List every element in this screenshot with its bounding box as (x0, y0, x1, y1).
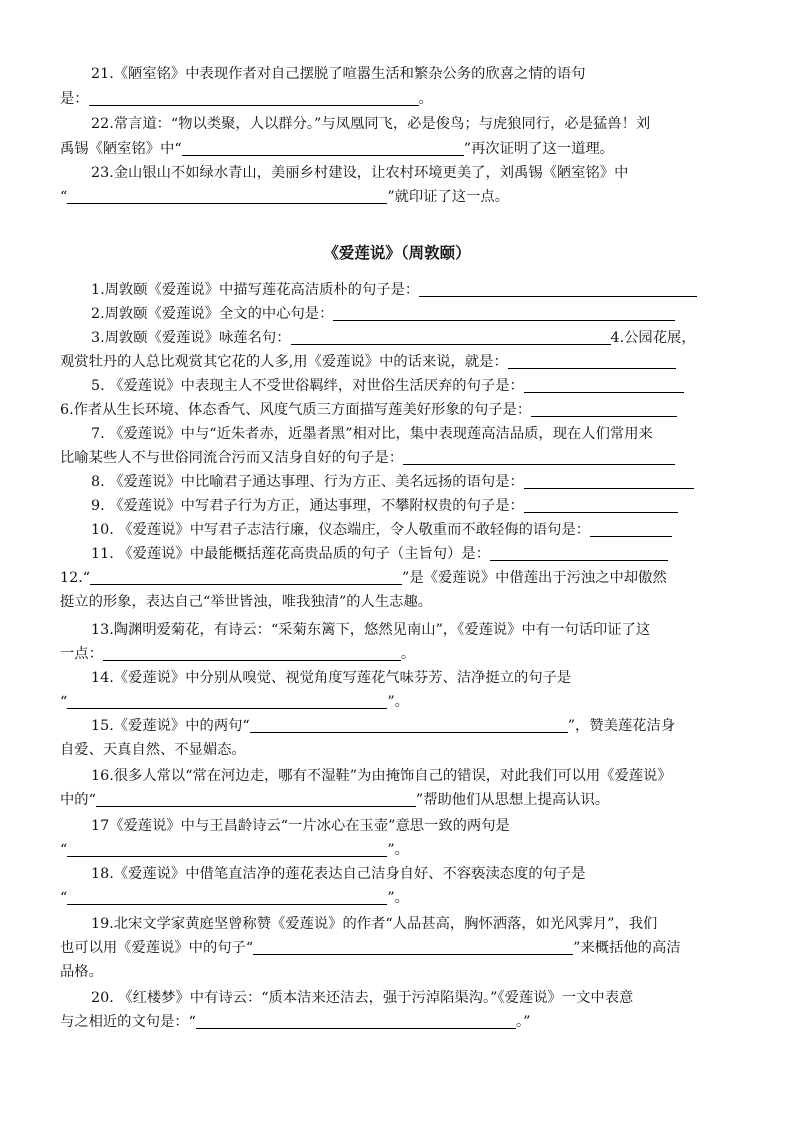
answer-blank[interactable] (96, 791, 416, 807)
question-20-cont: 与之相近的文句是：“ 。” (60, 1014, 531, 1030)
answer-blank[interactable] (196, 1013, 516, 1029)
answer-blank[interactable] (67, 188, 387, 204)
question-10: 10. 《爱莲说》中写君子志洁行廉，仪态端庄，令人敬重而不敢轻侮的语句是： (60, 518, 736, 542)
question-15-cont: 自爱、天真自然、不显媚态。 (60, 742, 246, 758)
answer-blank[interactable] (419, 281, 697, 297)
question-5: 5. 《爱莲说》中表现主人不受世俗羁绊，对世俗生活厌弃的句子是： (60, 374, 736, 398)
answer-blank[interactable] (253, 939, 573, 955)
question-9: 9. 《爱莲说》中写君子行为方正，通达事理，不攀附权贵的句子是： (60, 494, 736, 518)
question-15: 15.《爱莲说》中的两句“ ”，赞美莲花洁身 (91, 718, 676, 734)
answer-blank[interactable] (103, 645, 401, 661)
answer-blank[interactable] (182, 140, 464, 156)
section-title: 《爱莲说》（周敦颐） (323, 243, 471, 262)
question-12-cont: 挺立的形象，表达自己“举世皆浊，唯我独清”的人生志趣。 (60, 594, 433, 610)
answer-blank[interactable] (403, 449, 675, 465)
answer-blank[interactable] (524, 473, 694, 489)
question-7: 7. 《爱莲说》中与“近朱者赤，近墨者黑”相对比，集中表现莲高洁品质，现在人们常用来 (91, 426, 653, 442)
answer-blank[interactable] (291, 329, 611, 345)
question-6: 6.作者从生长环境、体态香气、风度气质三方面描写莲美好形象的句子是： (60, 398, 736, 422)
answer-blank[interactable] (89, 90, 419, 106)
question-23-answer: “ ”就印证了这一点。 (60, 189, 509, 205)
question-2: 2.周敦颐《爱莲说》全文的中心句是： (60, 302, 736, 326)
question-23: 23.金山银山不如绿水青山，美丽乡村建设，让农村环境更美了，刘禹锡《陋室铭》中 (91, 165, 629, 181)
question-12: 12.“ ”是《爱莲说》中借莲出于污浊之中却傲然 (60, 570, 667, 586)
question-22-answer: 禹锡《陋室铭》中“ ”再次证明了这一道理。 (60, 141, 614, 157)
answer-blank[interactable] (67, 889, 387, 905)
answer-blank[interactable] (490, 545, 668, 561)
question-4-cont: 观赏牡丹的人总比观赏其它花的人多,用《爱莲说》中的话来说，就是： (60, 350, 736, 374)
question-18-answer: “ ”。 (60, 890, 409, 906)
question-7-cont: 比喻某些人不与世俗同流合污而又洁身自好的句子是： (60, 446, 736, 470)
question-16: 16.很多人常以“常在河边走，哪有不湿鞋”为由掩饰自己的错误，对此我们可以用《爱莲说》 (91, 768, 672, 784)
question-19-cont2: 品格。 (60, 964, 103, 980)
answer-blank[interactable] (590, 521, 672, 537)
answer-blank[interactable] (67, 841, 387, 857)
answer-blank[interactable] (250, 717, 568, 733)
question-19-cont: 也可以用《爱莲说》中的句子“ ”来概括他的高洁 (60, 940, 681, 956)
question-17-answer: “ ”。 (60, 842, 409, 858)
answer-blank[interactable] (67, 693, 387, 709)
question-14: 14.《爱莲说》中分别从嗅觉、视觉角度写莲花气味芬芳、洁净挺立的句子是 (91, 670, 572, 686)
question-13: 13.陶渊明爱菊花，有诗云：“采菊东篱下，悠然见南山”，《爱莲说》中有一句话印证了这 (91, 622, 651, 638)
question-13-cont: 一点： 。 (60, 646, 416, 662)
answer-blank[interactable] (524, 497, 678, 513)
answer-blank[interactable] (524, 377, 684, 393)
answer-blank[interactable] (508, 353, 676, 369)
question-14-answer: “ ”。 (60, 694, 409, 710)
question-20: 20. 《红楼梦》中有诗云：“质本洁来还洁去，强于污淖陷渠沟。”《爱莲说》一文中表意 (91, 990, 634, 1006)
question-17: 17《爱莲说》中与王昌龄诗云“一片冰心在玉壶”意思一致的两句是 (91, 818, 510, 834)
question-21: 21.《陋室铭》中表现作者对自己摆脱了喧嚣生活和繁杂公务的欣喜之情的语句 (91, 66, 586, 82)
question-21-answer: 是： 。 (60, 91, 433, 107)
question-18: 18.《爱莲说》中借笔直洁净的莲花表达自己洁身自好、不容亵渎态度的句子是 (91, 866, 586, 882)
question-22: 22.常言道：“物以类聚，人以群分。”与凤凰同飞，必是俊鸟；与虎狼同行，必是猛兽！刘 (91, 116, 651, 132)
question-8: 8. 《爱莲说》中比喻君子通达事理、行为方正、美名远扬的语句是： (60, 470, 736, 494)
question-19: 19.北宋文学家黄庭坚曾称赞《爱莲说》的作者“人品甚高，胸怀洒落，如光风霁月”，我们 (91, 916, 658, 932)
question-16-cont: 中的“ ”帮助他们从思想上提高认识。 (60, 792, 610, 808)
question-11: 11. 《爱莲说》中最能概括莲花高贵品质的句子（主旨句）是： (60, 542, 736, 566)
answer-blank[interactable] (333, 305, 675, 321)
answer-blank[interactable] (90, 569, 402, 585)
question-3: 3.周敦颐《爱莲说》咏莲名句： 4.公园花展， (91, 330, 696, 346)
question-1: 1.周敦颐《爱莲说》中描写莲花高洁质朴的句子是： (60, 278, 736, 302)
answer-blank[interactable] (531, 401, 677, 417)
